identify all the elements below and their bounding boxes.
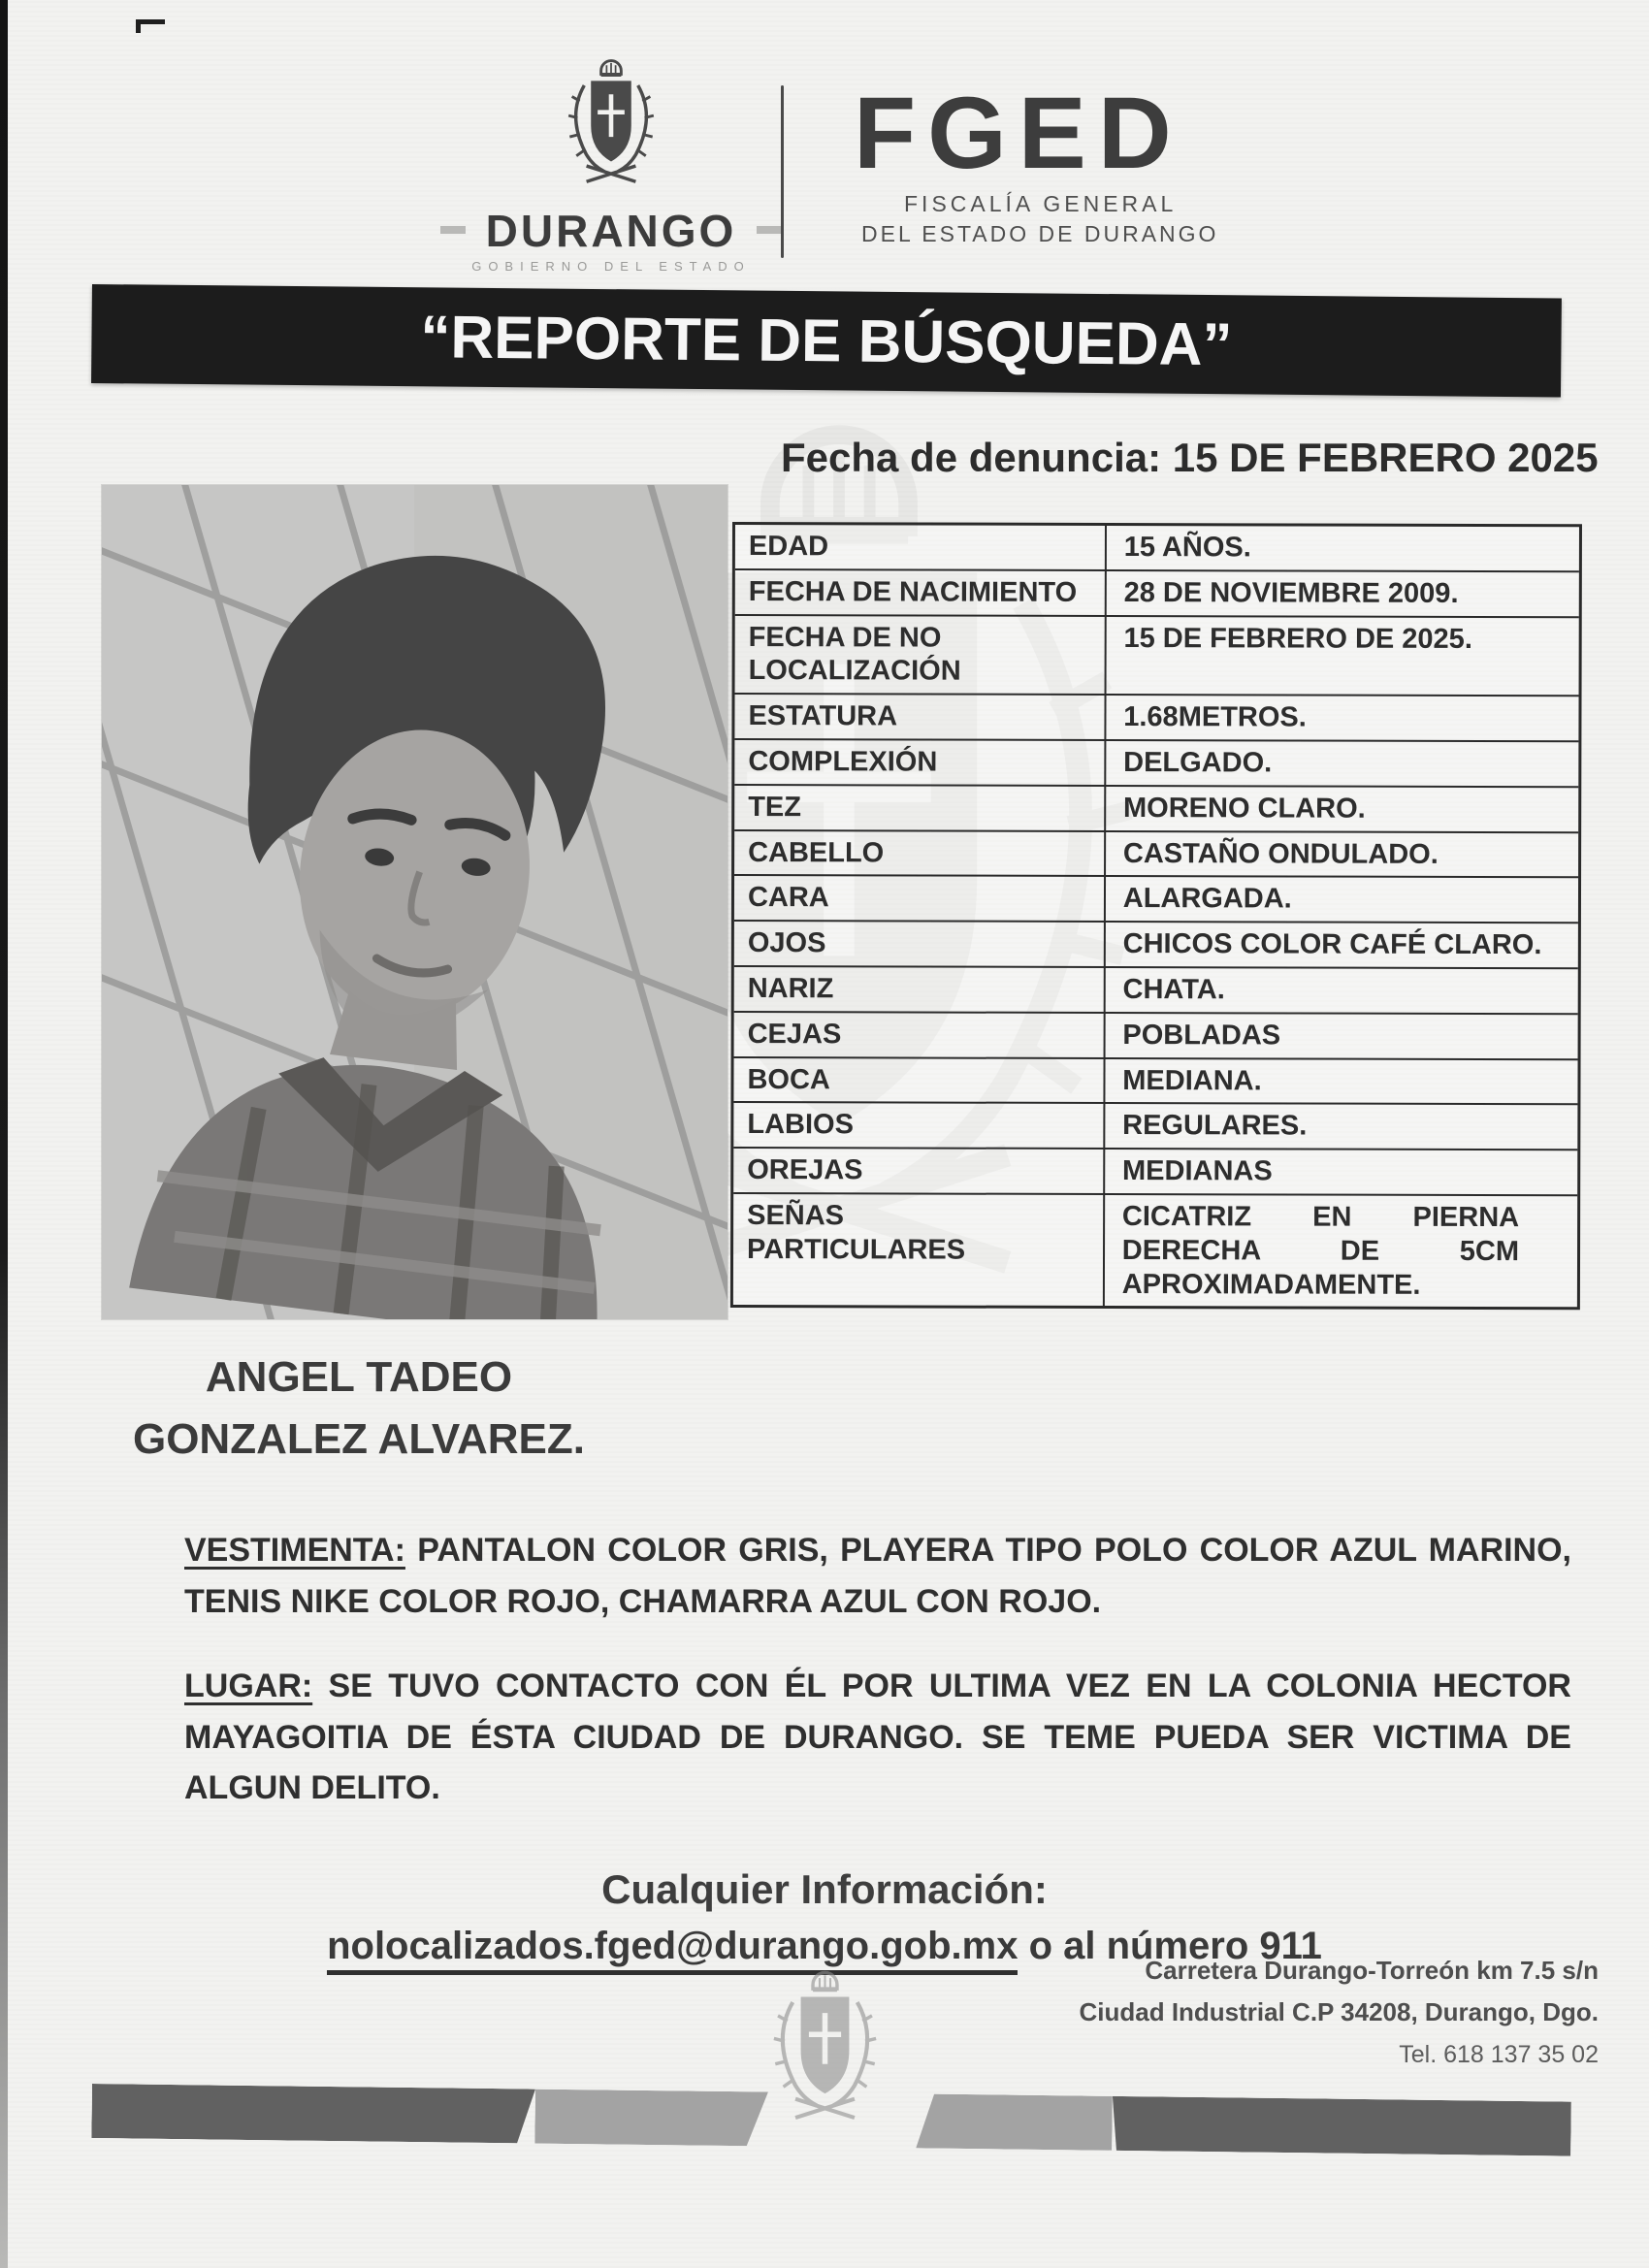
detail-label: CABELLO — [734, 831, 1106, 876]
detail-label: LABIOS — [733, 1103, 1105, 1148]
header-divider — [781, 85, 784, 258]
detail-label: EDAD — [735, 525, 1107, 569]
detail-value: MORENO CLARO. — [1122, 792, 1366, 825]
detail-label: OREJAS — [733, 1149, 1105, 1193]
vestimenta-label: VESTIMENTA: — [184, 1532, 405, 1569]
report-date-line — [781, 435, 1599, 481]
detail-value: 15 DE FEBRERO DE 2025. — [1123, 622, 1472, 655]
detail-label: TEZ — [734, 786, 1106, 830]
detail-label: NARIZ — [734, 967, 1106, 1012]
durango-wordmark: DURANGO — [427, 209, 795, 253]
table-row — [733, 1103, 1577, 1150]
fged-subtitle-line1: FISCALÍA GENERAL — [904, 190, 1178, 216]
table-row — [733, 1149, 1577, 1196]
table-row — [734, 876, 1578, 923]
fged-logo — [854, 77, 1455, 247]
table-row — [734, 922, 1578, 969]
table-row — [734, 740, 1578, 788]
detail-value: POBLADAS — [1122, 1019, 1281, 1052]
footer-bar-dark-right — [1112, 2096, 1571, 2156]
table-row — [733, 1058, 1577, 1106]
table-row — [735, 525, 1579, 572]
detail-value: 28 DE NOVIEMBRE 2009. — [1123, 576, 1459, 609]
detail-label: CEJAS — [734, 1013, 1106, 1057]
report-title-banner — [91, 284, 1562, 398]
contact-heading: Cualquier Información: — [601, 1866, 1048, 1912]
table-row — [734, 831, 1578, 879]
scan-corner-mark — [136, 19, 165, 33]
fged-subtitle-line2: DEL ESTADO DE DURANGO — [861, 220, 1219, 246]
report-date-label: Fecha de denuncia: — [781, 435, 1162, 480]
detail-label: SEÑAS PARTICULARES — [733, 1194, 1105, 1306]
detail-value: ALARGADA. — [1122, 883, 1292, 915]
detail-label: BOCA — [733, 1058, 1105, 1103]
durango-subtitle: GOBIERNO DEL ESTADO — [471, 259, 751, 274]
detail-value: CASTAÑO ONDULADO. — [1122, 837, 1439, 870]
table-row — [734, 786, 1578, 833]
contact-email: nolocalizados.fged@durango.gob.mx — [327, 1925, 1018, 1975]
table-row — [735, 570, 1579, 618]
table-row — [734, 1013, 1578, 1060]
report-date-value: 15 DE FEBRERO 2025 — [1172, 435, 1599, 480]
lugar-paragraph — [184, 1661, 1571, 1814]
detail-value: CHICOS COLOR CAFÉ CLARO. — [1122, 928, 1542, 961]
table-row — [733, 1194, 1577, 1308]
address-line2: Ciudad Industrial C.P 34208, Durango, Dgo. — [1079, 1997, 1599, 2026]
durango-logo — [427, 56, 795, 274]
missing-person-photo — [102, 485, 728, 1319]
footer-bar-dark-left — [91, 2084, 535, 2144]
detail-label: OJOS — [734, 922, 1106, 966]
footer-address — [1079, 1956, 1599, 2069]
table-row — [735, 616, 1579, 697]
report-title: “REPORTE DE BÚSQUEDA” — [420, 303, 1233, 378]
detail-value: DELGADO. — [1123, 747, 1273, 779]
vestimenta-text: PANTALON COLOR GRIS, PLAYERA TIPO POLO COLOR AZUL MARINO, TENIS NIKE COLOR ROJO, CHAMARRA AZUL CON ROJO. — [184, 1532, 1572, 1620]
detail-label: COMPLEXIÓN — [734, 740, 1106, 785]
detail-label: ESTATURA — [734, 695, 1106, 739]
footer-bar-light-left — [534, 2090, 768, 2147]
detail-value: MEDIANAS — [1122, 1155, 1273, 1187]
person-name — [29, 1346, 689, 1471]
address-phone: Tel. 618 137 35 02 — [1399, 2041, 1599, 2068]
detail-value: REGULARES. — [1122, 1110, 1308, 1142]
table-row — [734, 967, 1578, 1015]
fged-acronym: FGED — [854, 77, 1183, 190]
person-name-line1: ANGEL TADEO — [205, 1353, 513, 1401]
lugar-label: LUGAR: — [184, 1668, 313, 1704]
lugar-text: SE TUVO CONTACTO CON ÉL POR ULTIMA VEZ EN LA COLONIA HECTOR MAYAGOITIA DE ÉSTA CIUDAD DE DURANGO. SE TEME PUEDA SER VICTIMA DE ALGUN DELITO. — [184, 1668, 1571, 1807]
detail-value: CHATA. — [1122, 974, 1225, 1006]
footer-bar-light-right — [916, 2093, 1113, 2150]
durango-coat-of-arms-icon — [554, 56, 668, 202]
vestimenta-paragraph — [184, 1525, 1571, 1627]
details-table — [730, 522, 1582, 1311]
detail-label: FECHA DE NO LOCALIZACIÓN — [735, 616, 1107, 695]
contact-phone-suffix: o al número 911 — [1028, 1925, 1322, 1967]
detail-value: CICATRIZ EN PIERNA DERECHA DE 5CM APROXIMADAMENTE. — [1121, 1201, 1520, 1301]
detail-value: MEDIANA. — [1122, 1064, 1262, 1096]
detail-value: 15 AÑOS. — [1123, 532, 1251, 564]
address-line1: Carretera Durango-Torreón km 7.5 s/n — [1145, 1956, 1599, 1985]
detail-value: 1.68METROS. — [1123, 701, 1307, 733]
footer-decorative-bars — [91, 2084, 1571, 2160]
person-name-line2: GONZALEZ ALVAREZ. — [132, 1414, 586, 1463]
table-row — [734, 695, 1578, 742]
detail-label: FECHA DE NACIMIENTO — [735, 570, 1107, 615]
detail-label: CARA — [734, 876, 1106, 921]
